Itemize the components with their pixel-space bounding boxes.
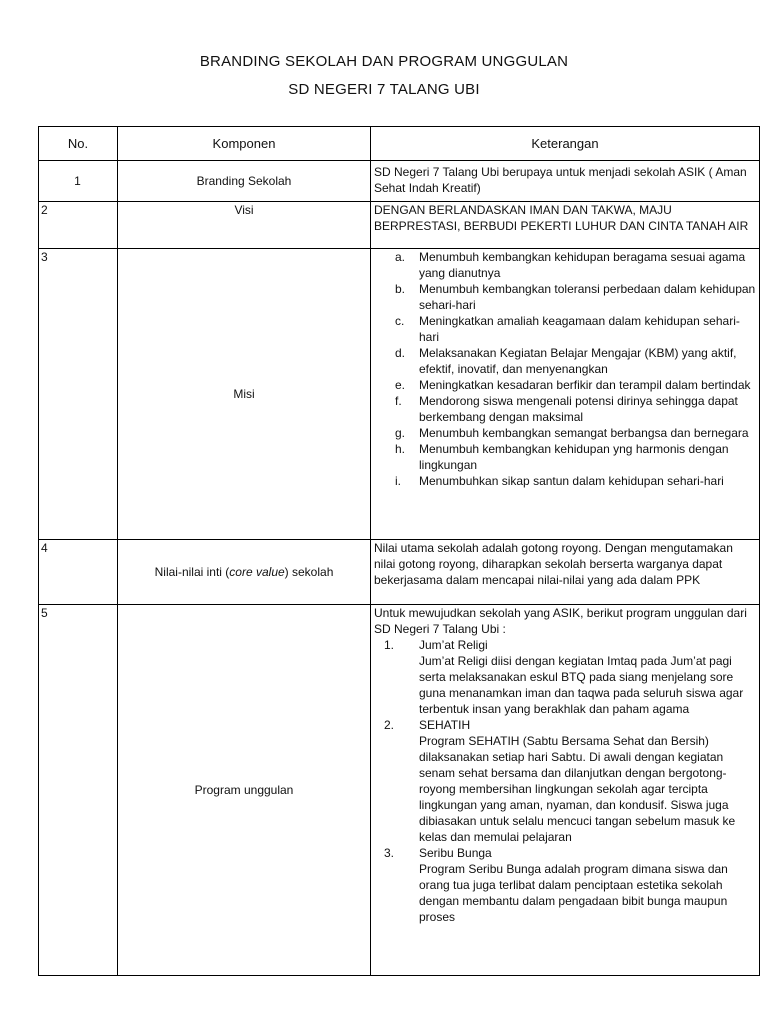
komponen-emphasis: core value: [229, 565, 285, 579]
list-marker: d.: [395, 346, 406, 360]
list-item-text: Melaksanakan Kegiatan Belajar Mengajar (KBM) yang aktif, efektif, inovatif, dan menyenangkan: [419, 346, 737, 376]
table-row: [39, 161, 760, 202]
list-marker: g.: [395, 426, 406, 440]
row-number: 5: [39, 605, 118, 976]
row-number: 2: [39, 202, 118, 249]
program-desc: Program SEHATIH (Sabtu Bersama Sehat dan Bersih) dilaksanakan setiap hari Sabtu. Di awali dengan kegiatan senam sehat bersama dan dilanjutkan dengan bergotong-royong membersihan lingkungan sekolah agar tercipta lingkungan yang aman, nyaman, dan kondusif. Siswa juga dibiasakan untuk selalu mencuci tangan sebelum masuk ke kelas dan memulai pelajaran: [419, 734, 736, 844]
program-table: [38, 126, 760, 976]
program-list: [371, 605, 760, 976]
list-item: [374, 441, 756, 473]
list-item: [374, 425, 756, 441]
row-keterangan: DENGAN BERLANDASKAN IMAN DAN TAKWA, MAJU BERPRESTASI, BERBUDI PEKERTI LUHUR DAN CINTA TANAH AIR: [371, 202, 760, 249]
list-marker: f.: [395, 394, 402, 408]
list-marker: h.: [395, 442, 406, 456]
program-item: [374, 717, 756, 845]
header-keterangan: Keterangan: [371, 127, 760, 161]
list-item: [374, 377, 756, 393]
list-marker: c.: [395, 314, 405, 328]
document-title: BRANDING SEKOLAH DAN PROGRAM UNGGULAN: [199, 53, 569, 70]
komponen-text: Nilai-nilai inti (: [154, 565, 230, 579]
program-name: Jum’at Religi: [419, 638, 488, 652]
program-desc: Jum’at Religi diisi dengan kegiatan Imtaq pada Jum’at pagi serta melaksanakan eskul BTQ pada siang menjelang sore guna menanamkan iman dan taqwa pada seluruh siswa agar terbentuk insan yang berakhlak dan paham agama: [419, 654, 744, 716]
komponen-text: ) sekolah: [284, 565, 334, 579]
list-item-text: Meningkatkan kesadaran berfikir dan terampil dalam bertindak: [419, 378, 751, 392]
document-subtitle: SD NEGERI 7 TALANG UBI: [288, 81, 480, 98]
list-item: [374, 393, 756, 425]
table-row: [39, 540, 760, 605]
list-item-text: Meningkatkan amaliah keagamaan dalam kehidupan sehari-hari: [419, 314, 740, 344]
list-item: [374, 281, 756, 313]
row-number: 4: [39, 540, 118, 605]
list-item-text: Menumbuh kembangkan semangat berbangsa dan bernegara: [419, 426, 749, 440]
table-row: [39, 605, 760, 976]
row-number: 1: [39, 161, 118, 202]
row-number: 3: [39, 249, 118, 540]
program-marker: 1.: [384, 638, 395, 652]
program-intro: Untuk mewujudkan sekolah yang ASIK, berikut program unggulan dari SD Negeri 7 Talang Ubi :: [374, 606, 747, 636]
row-komponen: Branding Sekolah: [118, 161, 371, 202]
program-item: [374, 637, 756, 717]
row-keterangan: SD Negeri 7 Talang Ubi berupaya untuk menjadi sekolah ASIK ( Aman Sehat Indah Kreatif): [371, 161, 760, 202]
table-row: [39, 202, 760, 249]
list-marker: i.: [395, 474, 401, 488]
list-item-text: Menumbuh kembangkan kehidupan yng harmonis dengan lingkungan: [419, 442, 729, 472]
table-row: [39, 249, 760, 540]
misi-list: [371, 249, 760, 540]
table-header-row: [39, 127, 760, 161]
program-name: Seribu Bunga: [419, 846, 492, 860]
program-marker: 2.: [384, 718, 395, 732]
program-marker: 3.: [384, 846, 395, 860]
program-item: [374, 845, 756, 925]
row-komponen: Program unggulan: [118, 605, 371, 976]
header-no: No.: [39, 127, 118, 161]
list-item: [374, 313, 756, 345]
list-marker: e.: [395, 378, 406, 392]
program-desc: Program Seribu Bunga adalah program dimana siswa dan orang tua juga terlibat dalam penciptaan estetika sekolah dengan membantu dalam pengadaan bibit bunga maupun proses: [419, 862, 728, 924]
list-marker: a.: [395, 250, 406, 264]
list-item: [374, 473, 756, 489]
header-komponen: Komponen: [118, 127, 371, 161]
list-item-text: Menumbuhkan sikap santun dalam kehidupan sehari-hari: [419, 474, 724, 488]
row-komponen: Visi: [118, 202, 371, 249]
list-item-text: Menumbuh kembangkan kehidupan beragama sesuai agama yang dianutnya: [419, 250, 746, 280]
list-item-text: Menumbuh kembangkan toleransi perbedaan dalam kehidupan sehari-hari: [419, 282, 756, 312]
row-komponen: [118, 540, 371, 605]
row-komponen: Misi: [118, 249, 371, 540]
program-name: SEHATIH: [419, 718, 471, 732]
list-item: [374, 345, 756, 377]
list-marker: b.: [395, 282, 406, 296]
list-item-text: Mendorong siswa mengenali potensi dirinya sehingga dapat berkembang dengan maksimal: [419, 394, 738, 424]
row-keterangan: Nilai utama sekolah adalah gotong royong. Dengan mengutamakan nilai gotong royong, diharapkan sekolah berserta warganya dapat bekerjasama dalam mencapai nilai-nilai yang ada dalam PPK: [371, 540, 760, 605]
list-item: [374, 249, 756, 281]
